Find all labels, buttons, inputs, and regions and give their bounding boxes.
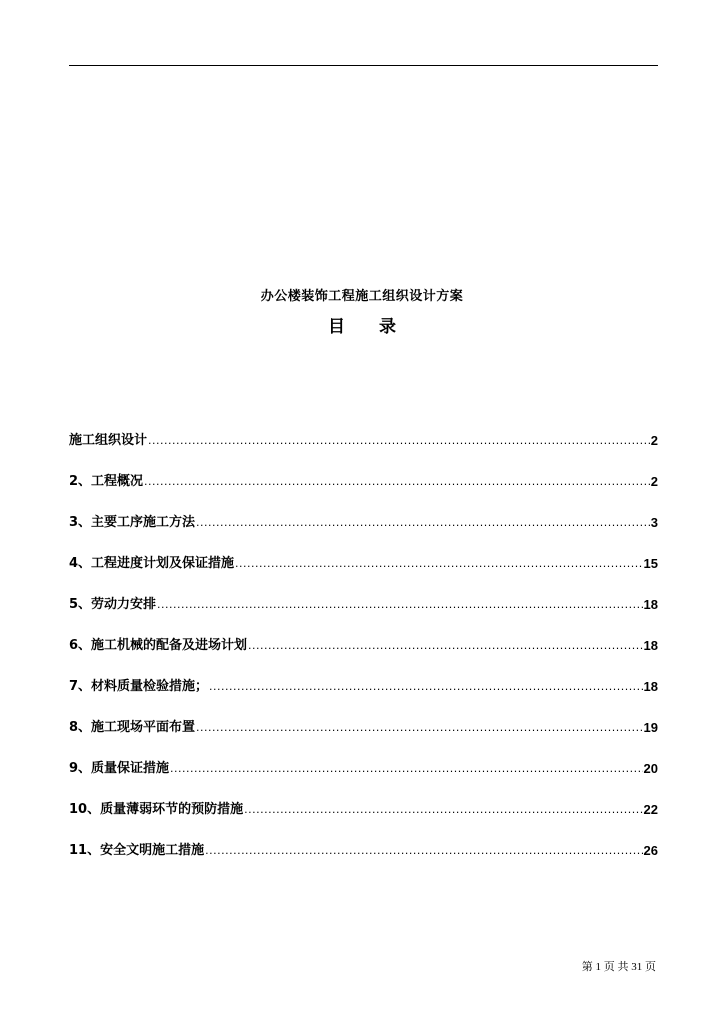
toc-entry-title: 11、安全文明施工措施 bbox=[69, 843, 205, 858]
toc-dot-leader bbox=[244, 802, 642, 818]
toc-entry[interactable] bbox=[69, 531, 658, 572]
toc-heading-char-2: 录 bbox=[379, 317, 396, 337]
toc-page-number: 18 bbox=[643, 638, 658, 653]
toc-dot-leader bbox=[196, 720, 642, 736]
table-of-contents bbox=[69, 408, 658, 859]
toc-heading bbox=[0, 312, 724, 337]
toc-dot-leader bbox=[209, 679, 642, 695]
toc-dot-leader bbox=[205, 843, 642, 859]
toc-heading-char-1: 目 bbox=[328, 317, 345, 337]
toc-entry-title: 10、质量薄弱环节的预防措施 bbox=[69, 802, 244, 817]
toc-page-number: 2 bbox=[650, 433, 658, 448]
toc-page-number: 19 bbox=[643, 720, 658, 735]
toc-dot-leader bbox=[148, 433, 650, 449]
toc-entry-title: 2、工程概况 bbox=[69, 474, 144, 489]
toc-entry-title: 4、工程进度计划及保证措施 bbox=[69, 556, 235, 571]
toc-entry-title: 8、施工现场平面布置 bbox=[69, 720, 196, 735]
toc-dot-leader bbox=[248, 638, 642, 654]
toc-entry[interactable] bbox=[69, 777, 658, 818]
toc-entry[interactable] bbox=[69, 695, 658, 736]
toc-entry[interactable] bbox=[69, 818, 658, 859]
toc-entry[interactable] bbox=[69, 490, 658, 531]
footer-page-number: 第 1 页 共 31 页 bbox=[581, 961, 656, 973]
toc-entry[interactable] bbox=[69, 572, 658, 613]
toc-page-number: 20 bbox=[643, 761, 658, 776]
toc-entry[interactable] bbox=[69, 408, 658, 449]
toc-page-number: 22 bbox=[643, 802, 658, 817]
toc-page-number: 18 bbox=[643, 597, 658, 612]
toc-page-number: 15 bbox=[643, 556, 658, 571]
toc-entry-title: 9、质量保证措施 bbox=[69, 761, 170, 776]
toc-entry[interactable] bbox=[69, 449, 658, 490]
header-rule bbox=[69, 65, 658, 66]
toc-entry[interactable] bbox=[69, 613, 658, 654]
toc-page-number: 18 bbox=[643, 679, 658, 694]
document-title: 办公楼装饰工程施工组织设计方案 bbox=[260, 289, 464, 304]
toc-entry[interactable] bbox=[69, 654, 658, 695]
toc-dot-leader bbox=[157, 597, 642, 613]
toc-entry-title: 6、施工机械的配备及进场计划 bbox=[69, 638, 248, 653]
toc-entry-title: 7、材料质量检验措施； bbox=[69, 679, 209, 694]
toc-dot-leader bbox=[196, 515, 650, 531]
toc-entry-title: 5、劳动力安排 bbox=[69, 597, 157, 612]
toc-page-number: 26 bbox=[643, 843, 658, 858]
toc-page-number: 2 bbox=[650, 474, 658, 489]
toc-entry-title: 3、主要工序施工方法 bbox=[69, 515, 196, 530]
toc-entry[interactable] bbox=[69, 736, 658, 777]
toc-entry-title: 施工组织设计 bbox=[69, 433, 148, 448]
toc-dot-leader bbox=[144, 474, 650, 490]
toc-dot-leader bbox=[235, 556, 642, 572]
toc-dot-leader bbox=[170, 761, 642, 777]
toc-page-number: 3 bbox=[650, 515, 658, 530]
